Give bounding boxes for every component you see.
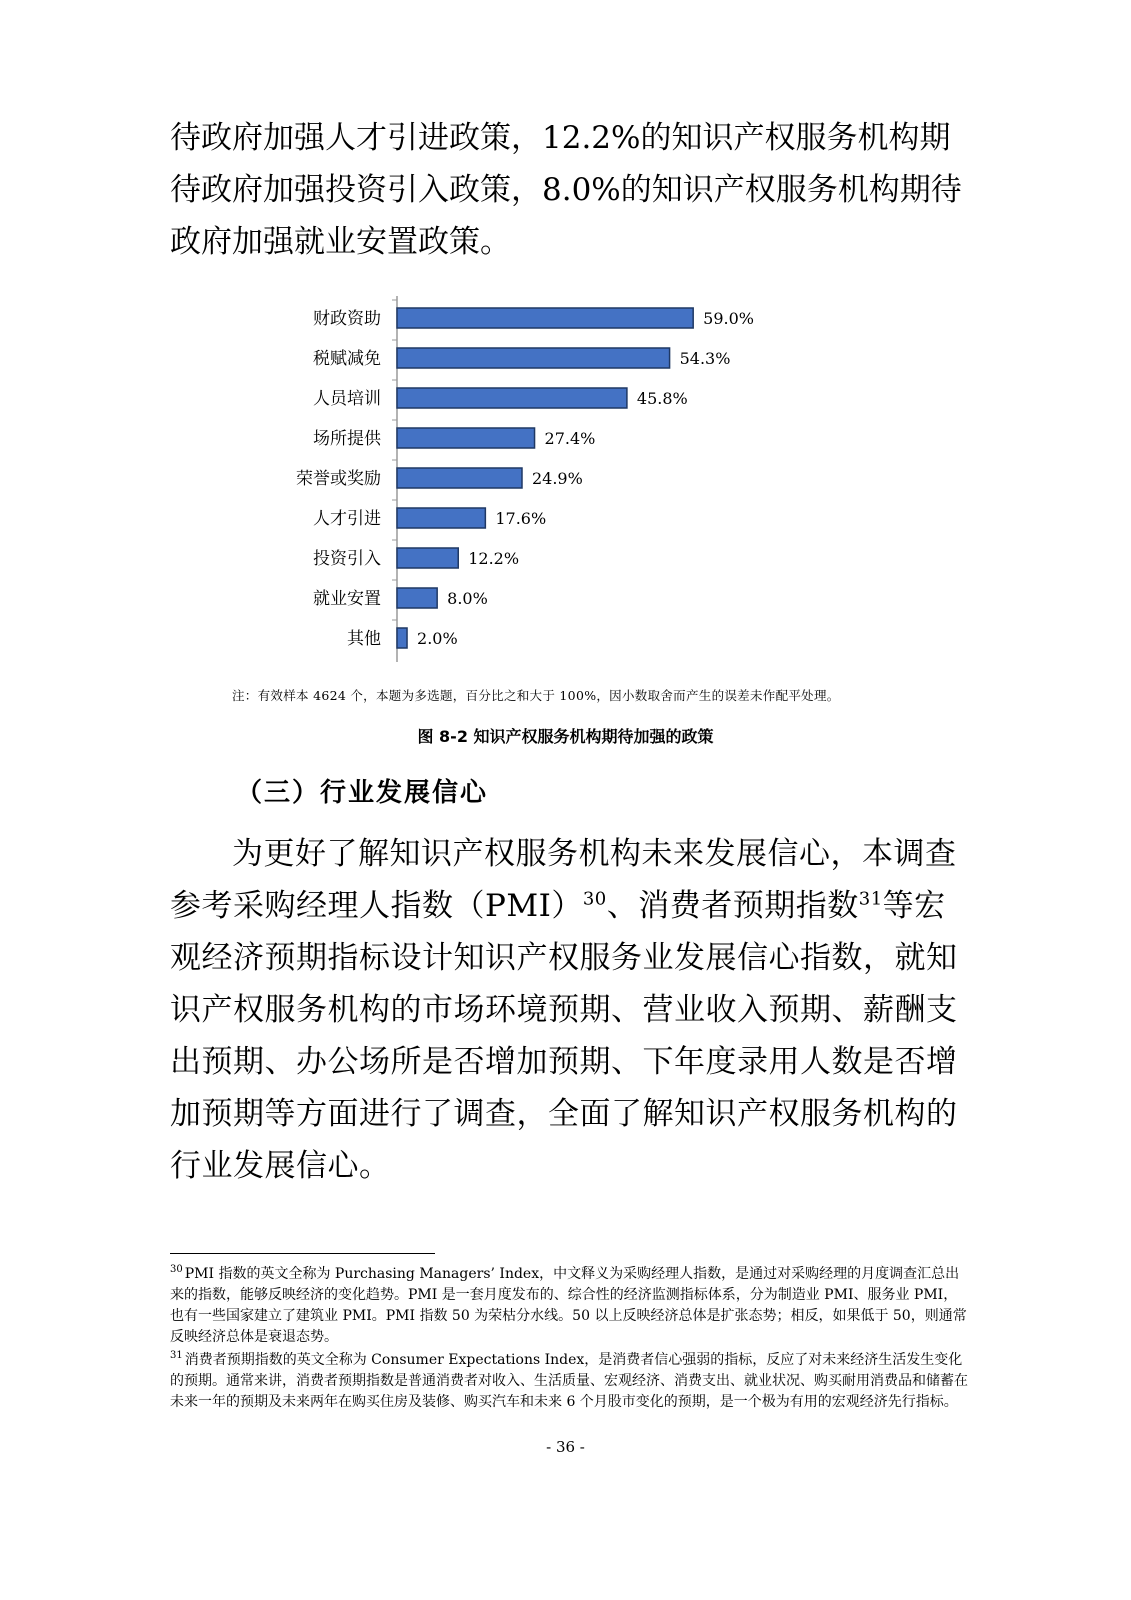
footnote-30 — [170, 1264, 970, 1348]
body-paragraph — [170, 828, 970, 1192]
bar — [397, 548, 458, 568]
bar — [397, 468, 522, 488]
category-label: 其他 — [347, 629, 381, 649]
footnote-number: 30 — [170, 1264, 183, 1276]
footnote-31 — [170, 1350, 970, 1413]
category-label: 人才引进 — [313, 509, 381, 529]
category-label: 荣誉或奖励 — [296, 469, 381, 489]
footnote-ref-30[interactable]: 30 — [582, 888, 607, 910]
section-heading: （三）行业发展信心 — [236, 778, 489, 808]
data-label: 17.6% — [495, 509, 547, 528]
footnote-number: 31 — [170, 1350, 183, 1362]
body-text-part1: 为更好了解知识产权服务机构未来发展信心，本调查参考采购经理人指数（PMI） — [170, 836, 957, 924]
intro-paragraph: 待政府加强人才引进政策，12.2%的知识产权服务机构期待政府加强投资引入政策，8.0%的知识产权服务机构期待政府加强就业安置政策。 — [170, 120, 962, 260]
category-label: 财政资助 — [313, 309, 381, 329]
body-text-part2: 、消费者预期指数 — [606, 888, 859, 924]
footnote-ref-31[interactable]: 31 — [858, 888, 883, 910]
bar — [397, 428, 535, 448]
data-label: 8.0% — [447, 589, 488, 608]
page-number: - 36 - — [546, 1438, 585, 1456]
data-label: 24.9% — [531, 469, 583, 488]
data-label: 45.8% — [636, 389, 688, 408]
data-label: 54.3% — [679, 349, 731, 368]
footnote-text: 消费者预期指数的英文全称为 Consumer Expectations Index，是消费者信心强弱的指标，反应了对未来经济生活发生变化的预期。通常来讲，消费者预期指数是普通消费者对收入、生活质量、宏观经济、消费支出、就业状况、购买耐用消费品和储蓄在未来一年的预期及未来两年在购买住房及装修、购买汽车和未来 6 个月股市变化的预期，是一个极为有用的宏观经济先行指标。 — [170, 1352, 968, 1410]
bar-chart-svg — [170, 296, 970, 676]
policy-bar-chart — [170, 296, 970, 676]
bar — [397, 308, 693, 328]
category-label: 就业安置 — [313, 589, 381, 609]
body-text-part3: 等宏观经济预期指标设计知识产权服务业发展信心指数，就知识产权服务机构的市场环境预期、营业收入预期、薪酬支出预期、办公场所是否增加预期、下年度录用人数是否增加预期等方面进行了调查，全面了解知识产权服务机构的行业发展信心。 — [170, 888, 958, 1184]
data-label: 12.2% — [468, 549, 520, 568]
data-label: 2.0% — [417, 629, 458, 648]
category-label: 投资引入 — [313, 549, 381, 569]
bar — [397, 588, 437, 608]
bar — [397, 628, 407, 648]
category-label: 场所提供 — [313, 429, 381, 449]
bar — [397, 348, 670, 368]
footnote-divider — [170, 1253, 435, 1254]
bar — [397, 388, 627, 408]
figure-title: 图 8-2 知识产权服务机构期待加强的政策 — [417, 727, 714, 746]
bar — [397, 508, 485, 528]
category-label: 人员培训 — [313, 389, 381, 409]
category-label: 税赋减免 — [313, 349, 381, 369]
data-label: 59.0% — [703, 309, 755, 328]
data-label: 27.4% — [544, 429, 596, 448]
footnote-text: PMI 指数的英文全称为 Purchasing Managers’ Index，中文释义为采购经理人指数，是通过对采购经理的月度调查汇总出来的指数，能够反映经济的变化趋势。PMI 是一套月度发布的、综合性的经济监测指标体系，分为制造业 PMI、服务业 PMI，也有一些国家建立了建筑业 PMI。PMI 指数 50 为荣枯分水线。50 以上反映经济总体是扩张态势；相反，如果低于 50，则通常反映经济总体是衰退态势。 — [170, 1266, 967, 1345]
chart-note: 注：有效样本 4624 个，本题为多选题，百分比之和大于 100%，因小数取舍而产生的误差未作配平处理。 — [232, 688, 840, 703]
